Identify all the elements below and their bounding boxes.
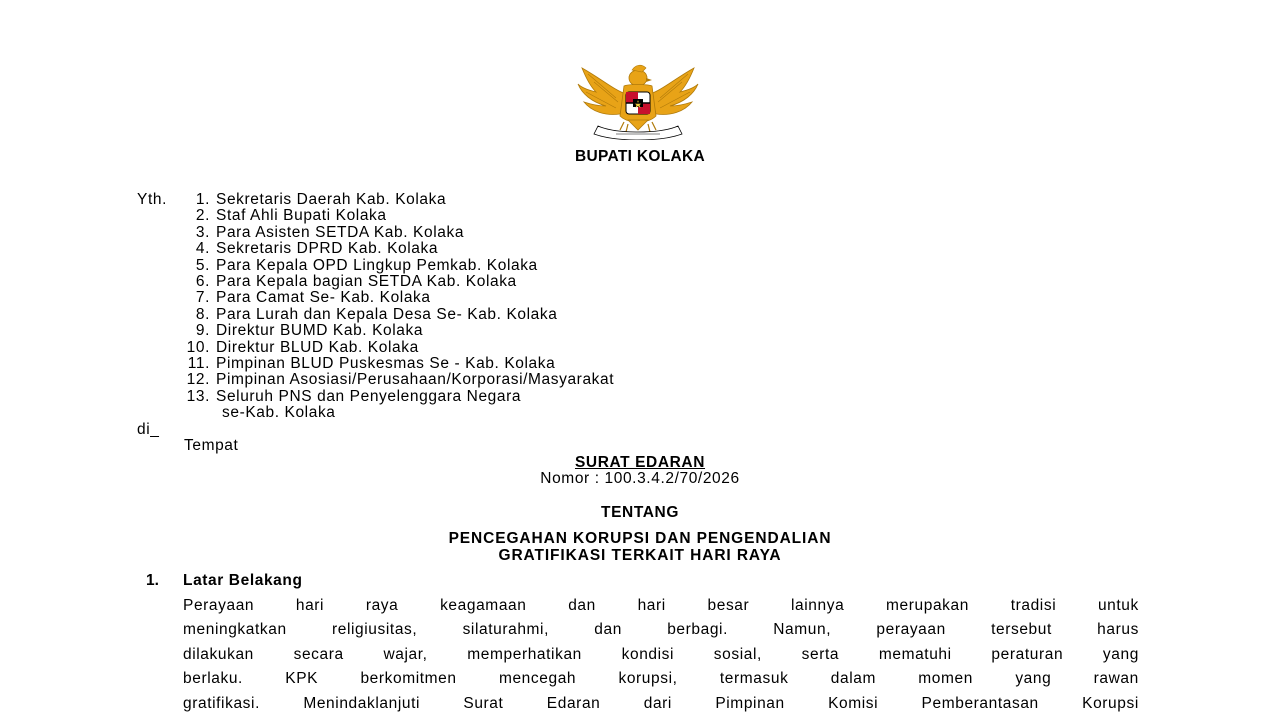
addressee-item-text: Para Kepala OPD Lingkup Pemkab. Kolaka: [216, 256, 538, 274]
paragraph-line: gratifikasi. Menindaklanjuti Surat Edaran dari Pimpinan Komisi Pemberantasan Korupsi: [183, 694, 1139, 712]
addressee-item-number: 13.: [186, 387, 210, 405]
addressee-item: [0, 274, 1280, 290]
addressee-item-text: Para Camat Se- Kab. Kolaka: [216, 289, 431, 307]
addressee-item: [0, 208, 1280, 224]
addressee-item-text: Staf Ahli Bupati Kolaka: [216, 207, 387, 225]
addressee-item: [0, 258, 1280, 274]
surat-number: Nomor : 100.3.4.2/70/2026: [540, 470, 740, 487]
paragraph-line: Perayaan hari raya keagamaan dan hari besar lainnya merupakan tradisi untuk: [183, 597, 1139, 614]
addressee-item-text: Para Asisten SETDA Kab. Kolaka: [216, 223, 465, 241]
addressee-item: [0, 225, 1280, 241]
addressee-item-text: Sekretaris DPRD Kab. Kolaka: [216, 240, 439, 258]
addressee-item: [0, 290, 1280, 306]
addressee-item: [0, 323, 1280, 339]
di-label: di_: [137, 421, 160, 438]
addressee-item-number: 6.: [195, 273, 210, 290]
addressee-item-text: Pimpinan BLUD Puskesmas Se - Kab. Kolaka: [216, 355, 556, 372]
addressee-item-number: 2.: [195, 207, 210, 225]
addressee-item-text: Sekretaris Daerah Kab. Kolaka: [216, 191, 447, 208]
paragraph-line: dilakukan secara wajar, memperhatikan kondisi sosial, serta mematuhi peraturan yang: [183, 645, 1139, 663]
addressee-item-text: Para Kepala bagian SETDA Kab. Kolaka: [216, 273, 517, 290]
addressee-item-number: 11.: [187, 355, 210, 372]
paragraph-line: berlaku. KPK berkomitmen mencegah korupsi, termasuk dalam momen yang rawan: [183, 670, 1139, 688]
section-title: Latar Belakang: [183, 572, 303, 589]
subject-line-1: PENCEGAHAN KORUPSI DAN PENGENDALIAN: [448, 530, 832, 547]
addressee-item: [0, 340, 1280, 356]
addressee-item-number: 8.: [195, 305, 210, 323]
addressee-item-text: Direktur BLUD Kab. Kolaka: [216, 338, 419, 356]
addressee-item-number: 3.: [195, 223, 210, 241]
tentang-heading: TENTANG: [601, 504, 679, 521]
addressee-item: [0, 372, 1280, 388]
surat-edaran-title: SURAT EDARAN: [574, 454, 706, 471]
addressee-item-number: 12.: [186, 371, 210, 389]
addressee-item-number: 7.: [195, 289, 210, 307]
addressee-item: [0, 241, 1280, 257]
addressee-item: [0, 307, 1280, 323]
addressee-item-text: Direktur BUMD Kab. Kolaka: [216, 322, 424, 340]
addressee-item: [0, 389, 1280, 405]
addressee-item-text: Para Lurah dan Kepala Desa Se- Kab. Kolaka: [216, 305, 558, 323]
addressee-item-number: 4.: [195, 240, 210, 258]
addressee-item-continuation: se-Kab. Kolaka: [222, 404, 336, 422]
addressee-item: [0, 356, 1280, 372]
section-number: 1.: [146, 572, 159, 589]
tempat-label: Tempat: [184, 437, 239, 454]
addressee-item-text: Pimpinan Asosiasi/Perusahaan/Korporasi/Masyarakat: [216, 371, 615, 389]
subject-line-2: GRATIFIKASI TERKAIT HARI RAYA: [498, 547, 782, 564]
garuda-pancasila-emblem: [576, 64, 700, 140]
addressee-item-number: 1.: [195, 191, 210, 208]
addressee-prefix: Yth.: [137, 191, 167, 208]
addressee-item-number: 5.: [195, 256, 210, 274]
addressee-item-text: Seluruh PNS dan Penyelenggara Negara: [216, 387, 522, 405]
addressee-item-number: 10.: [186, 338, 210, 356]
addressee-item: [0, 192, 1280, 208]
paragraph-line: meningkatkan religiusitas, silaturahmi, dan berbagi. Namun, perayaan tersebut harus: [183, 621, 1139, 639]
issuer-title: BUPATI KOLAKA: [575, 148, 705, 165]
addressee-item-number: 9.: [195, 322, 210, 340]
section-paragraph: [183, 594, 1139, 716]
